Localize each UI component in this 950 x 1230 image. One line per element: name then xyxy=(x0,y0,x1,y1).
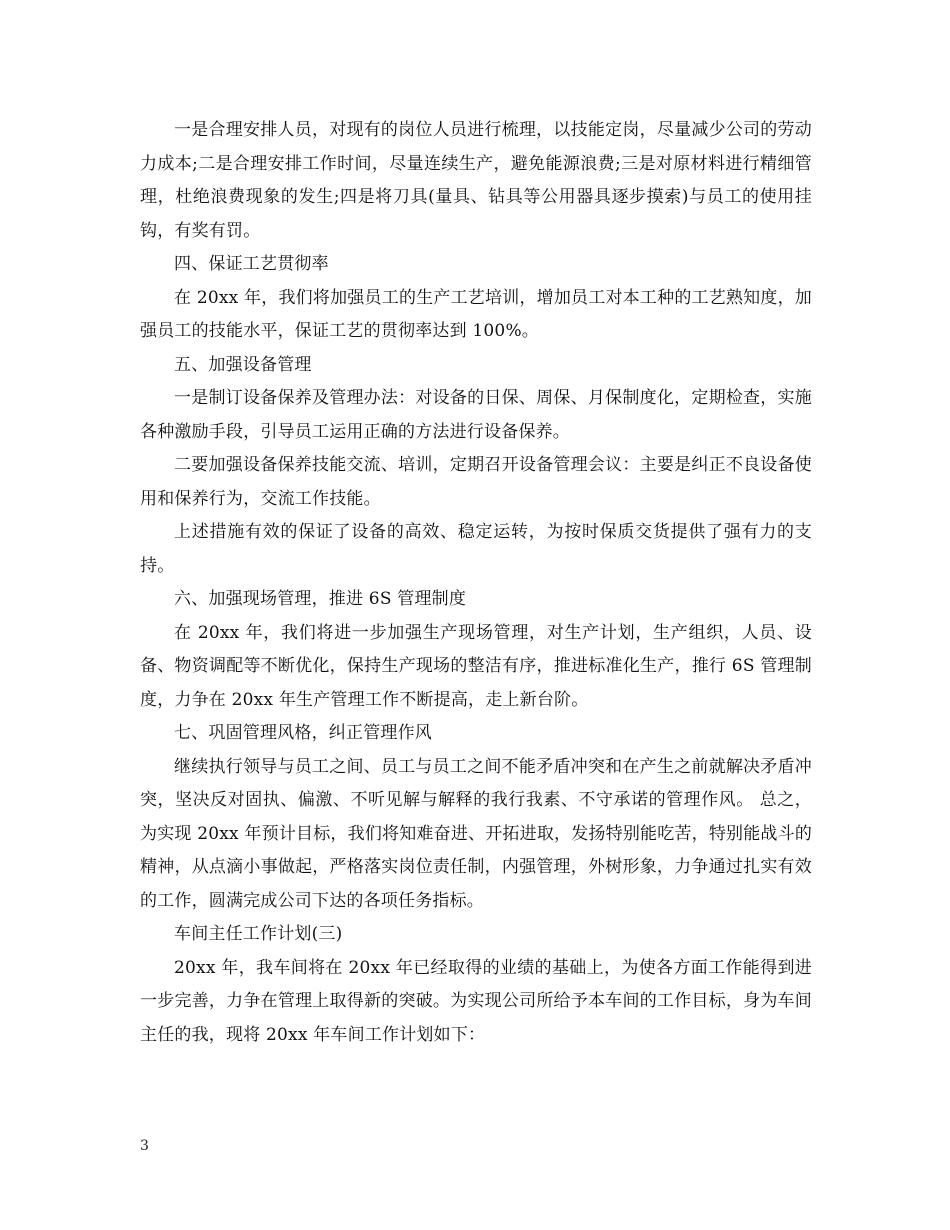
paragraph-2: 在 20xx 年，我们将加强员工的生产工艺培训，增加员工对本工种的工艺熟知度，加强员工的技能水平，保证工艺的贯彻率达到 100%。 xyxy=(140,287,812,341)
document-body xyxy=(140,114,812,1052)
paragraph-4: 二要加强设备保养技能交流、培训，定期召开设备管理会议：主要是纠正不良设备使用和保养行为，交流工作技能。 xyxy=(140,455,812,509)
paragraph-1: 一是合理安排人员，对现有的岗位人员进行梳理，以技能定岗，尽量减少公司的劳动力成本;二是合理安排工作时间，尽量连续生产，避免能源浪费;三是对原材料进行精细管理，杜绝浪费现象的发生;四是将刀具(量具、钻具等公用器具逐步摸索)与员工的使用挂钩，有奖有罚。 xyxy=(140,120,812,241)
paragraph-6: 在 20xx 年，我们将进一步加强生产现场管理，对生产计划，生产组织，人员、设备、物资调配等不断优化，保持生产现场的整洁有序，推进标准化生产，推行 6S 管理制度，力争在 20xx 年生产管理工作不断提高，走上新台阶。 xyxy=(140,622,812,710)
heading-section-6: 六、加强现场管理，推进 6S 管理制度 xyxy=(174,589,467,609)
paragraph-3: 一是制订设备保养及管理办法：对设备的日保、周保、月保制度化，定期检查，实施各种激励手段，引导员工运用正确的方法进行设备保养。 xyxy=(140,388,812,442)
heading-section-4: 四、保证工艺贯彻率 xyxy=(174,254,329,274)
paragraph-5: 上述措施有效的保证了设备的高效、稳定运转，为按时保质交货提供了强有力的支持。 xyxy=(140,522,812,576)
page-number: 3 xyxy=(140,1138,149,1154)
paragraph-8: 20xx 年，我车间将在 20xx 年已经取得的业绩的基础上，为使各方面工作能得到进一步完善，力争在管理上取得新的突破。为实现公司所给予本车间的工作目标，身为车间主任的我，现将 20xx 年车间工作计划如下： xyxy=(140,957,812,1045)
paragraph-7: 继续执行领导与员工之间、员工与员工之间不能矛盾冲突和在产生之前就解决矛盾冲突，坚决反对固执、偏激、不听见解与解释的我行我素、不守承诺的管理作风。 总之，为实现 20xx 年预计目标，我们将知难奋进、开拓进取，发扬特别能吃苦，特别能战斗的精神，从点滴小事做起，严格落实岗位责任制，内强管理，外树形象，力争通过扎实有效的工作，圆满完成公司下达的各项任务指标。 xyxy=(140,756,813,911)
heading-section-7: 七、巩固管理风格，纠正管理作风 xyxy=(174,723,432,743)
heading-plan-3: 车间主任工作计划(三) xyxy=(174,924,343,944)
heading-section-5: 五、加强设备管理 xyxy=(174,354,312,375)
